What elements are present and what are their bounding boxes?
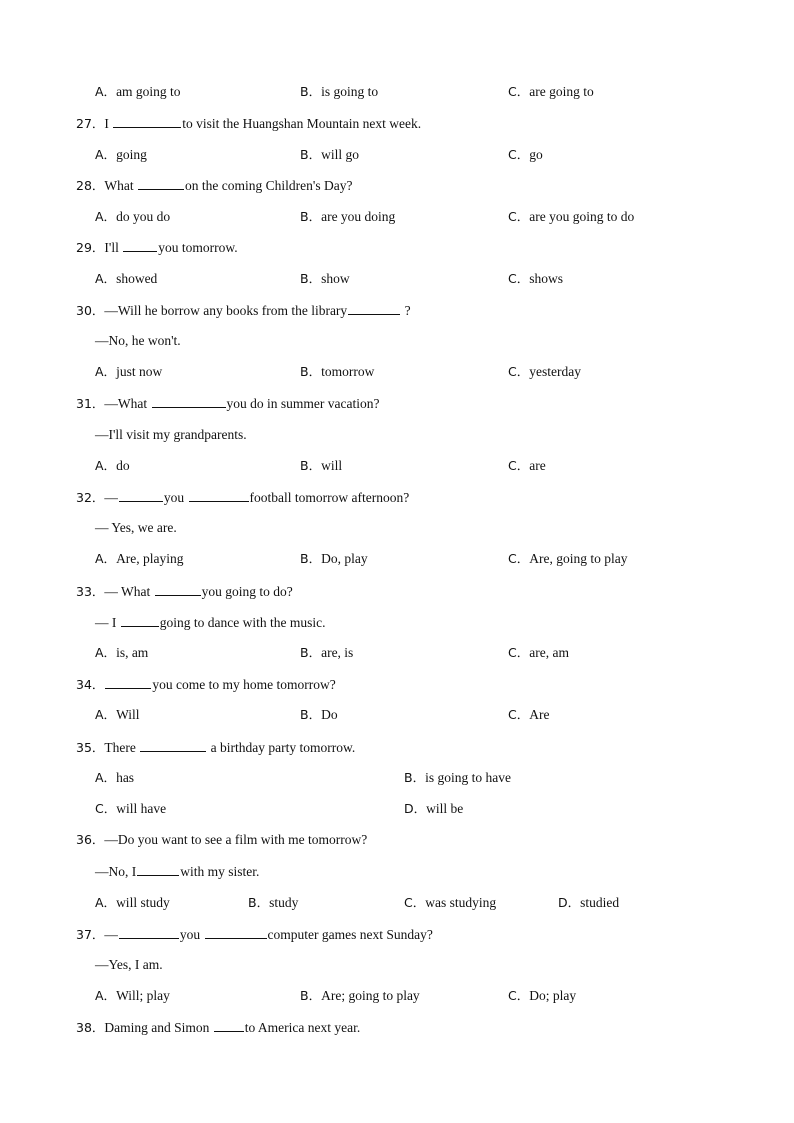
- option-a: A．do: [95, 458, 130, 473]
- dialogue-line: —I'll visit my grandparents.: [95, 427, 247, 442]
- answer-blank: [189, 488, 249, 502]
- option-a: A．do you do: [95, 209, 171, 224]
- question-35: 35．There a birthday party tomorrow.: [76, 740, 356, 755]
- option-d: D．will be: [404, 801, 464, 816]
- answer-blank: [140, 738, 206, 752]
- question-27: 27．I to visit the Huangshan Mountain next week.: [76, 116, 422, 131]
- option-b: B．Are; going to play: [300, 988, 420, 1003]
- option-c: C．are going to: [508, 84, 594, 99]
- option-b: B．tomorrow: [300, 364, 375, 379]
- option-b: B．Do, play: [300, 551, 368, 566]
- option-a: A．am going to: [95, 84, 181, 99]
- dialogue-line: —No, I with my sister.: [95, 864, 260, 879]
- option-c: C．was studying: [404, 895, 497, 910]
- question-34: 34． you come to my home tomorrow?: [76, 677, 336, 692]
- answer-blank: [152, 394, 226, 408]
- option-b: B．show: [300, 271, 350, 286]
- question-32: 32．— you football tomorrow afternoon?: [76, 490, 410, 505]
- option-c: C．Are: [508, 707, 550, 722]
- question-33: 33．— What you going to do?: [76, 584, 293, 599]
- question-36: 36．—Do you want to see a film with me tomorrow?: [76, 832, 368, 847]
- option-a: A．is, am: [95, 645, 149, 660]
- answer-blank: [119, 488, 163, 502]
- option-c: C．go: [508, 147, 543, 162]
- option-c: C．are you going to do: [508, 209, 635, 224]
- dialogue-line: —Yes, I am.: [95, 957, 163, 972]
- option-b: B．is going to: [300, 84, 379, 99]
- option-b: B．Do: [300, 707, 338, 722]
- option-c: C．Do; play: [508, 988, 577, 1003]
- option-b: B．study: [248, 895, 299, 910]
- answer-blank: [137, 862, 179, 876]
- answer-blank: [123, 238, 157, 252]
- option-a: A．just now: [95, 364, 163, 379]
- option-b: B．will: [300, 458, 343, 473]
- dialogue-line: — I going to dance with the music.: [95, 615, 326, 630]
- answer-blank: [121, 613, 159, 627]
- option-a: A．Will; play: [95, 988, 170, 1003]
- question-28: 28．What on the coming Children's Day?: [76, 178, 353, 193]
- option-a: A．going: [95, 147, 147, 162]
- question-30: 30．—Will he borrow any books from the library ?: [76, 303, 411, 318]
- answer-blank: [138, 176, 184, 190]
- option-c: C．will have: [95, 801, 167, 816]
- option-a: A．Will: [95, 707, 140, 722]
- question-37: 37．— you computer games next Sunday?: [76, 927, 433, 942]
- answer-blank: [348, 301, 400, 315]
- question-31: 31．—What you do in summer vacation?: [76, 396, 380, 411]
- option-a: A．showed: [95, 271, 158, 286]
- option-c: C．yesterday: [508, 364, 581, 379]
- answer-blank: [205, 925, 267, 939]
- answer-blank: [105, 675, 151, 689]
- dialogue-line: — Yes, we are.: [95, 520, 177, 535]
- option-c: C．are, am: [508, 645, 569, 660]
- option-a: A．will study: [95, 895, 170, 910]
- answer-blank: [155, 582, 201, 596]
- option-c: C．shows: [508, 271, 563, 286]
- question-29: 29．I'll you tomorrow.: [76, 240, 238, 255]
- option-c: C．are: [508, 458, 546, 473]
- dialogue-line: —No, he won't.: [95, 333, 181, 348]
- option-b: B．is going to have: [404, 770, 511, 785]
- question-38: 38．Daming and Simon to America next year.: [76, 1020, 361, 1035]
- answer-blank: [113, 114, 181, 128]
- option-a: A．has: [95, 770, 135, 785]
- option-b: B．are, is: [300, 645, 354, 660]
- option-a: A．Are, playing: [95, 551, 184, 566]
- answer-blank: [214, 1018, 244, 1032]
- option-c: C．Are, going to play: [508, 551, 628, 566]
- option-d: D．studied: [558, 895, 620, 910]
- option-b: B．will go: [300, 147, 359, 162]
- option-b: B．are you doing: [300, 209, 396, 224]
- answer-blank: [119, 925, 179, 939]
